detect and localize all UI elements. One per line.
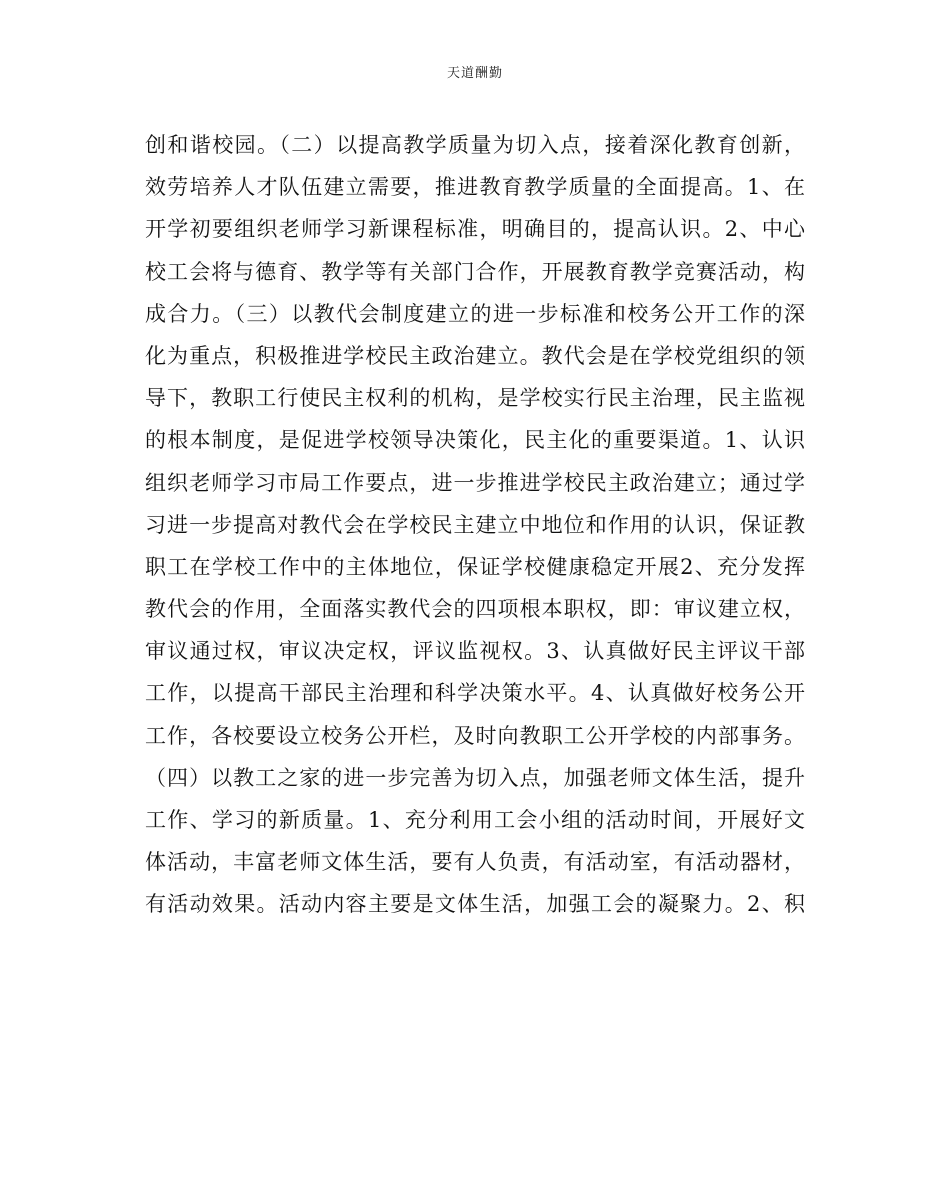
text-line: 体活动，丰富老师文体生活，要有人负责，有活动室，有活动器材， (145, 850, 805, 875)
text-line: 创和谐校园。（二）以提高教学质量为切入点，接着深化教育创新， (145, 133, 805, 157)
text-line: 工作，以提高干部民主治理和科学决策水平。4、认真做好校务公开 (145, 681, 805, 706)
text-line: 效劳培养人才队伍建立需要，推进教育教学质量的全面提高。1、在 (145, 175, 805, 200)
text-line: 开学初要组织老师学习新课程标准，明确目的，提高认识。2、中心 (145, 217, 805, 242)
text-line: 工作、学习的新质量。1、充分利用工会小组的活动时间，开展好文 (145, 808, 805, 832)
text-line: 的根本制度，是促进学校领导决策化，民主化的重要渠道。1、认识 (145, 428, 805, 453)
text-line: 有活动效果。活动内容主要是文体生活，加强工会的凝聚力。2、积 (145, 892, 805, 917)
text-line: 组织老师学习市局工作要点，进一步推进学校民主政治建立；通过学 (145, 470, 805, 495)
text-line: 成合力。（三）以教代会制度建立的进一步标准和校务公开工作的深 (145, 301, 805, 326)
page-header: 天道酬勤 (446, 66, 503, 81)
text-line: 职工在学校工作中的主体地位，保证学校健康稳定开展2、充分发挥 (145, 554, 805, 579)
document-body (145, 124, 805, 926)
text-line: （四）以教工之家的进一步完善为切入点，加强老师文体生活，提升 (145, 765, 805, 790)
text-line: 导下，教职工行使民主权利的机构，是学校实行民主治理，民主监视 (145, 386, 805, 411)
text-line: 化为重点，积极推进学校民主政治建立。教代会是在学校党组织的领 (145, 343, 805, 368)
text-line: 审议通过权，审议决定权，评议监视权。3、认真做好民主评议干部 (145, 639, 805, 664)
text-line: 习进一步提高对教代会在学校民主建立中地位和作用的认识，保证教 (145, 512, 805, 537)
text-line: 校工会将与德育、教学等有关部门合作，开展教育教学竞赛活动，构 (145, 259, 805, 284)
text-line: 教代会的作用，全面落实教代会的四项根本职权，即：审议建立权， (145, 597, 805, 622)
text-line: 工作，各校要设立校务公开栏，及时向教职工公开学校的内部事务。 (145, 723, 805, 748)
